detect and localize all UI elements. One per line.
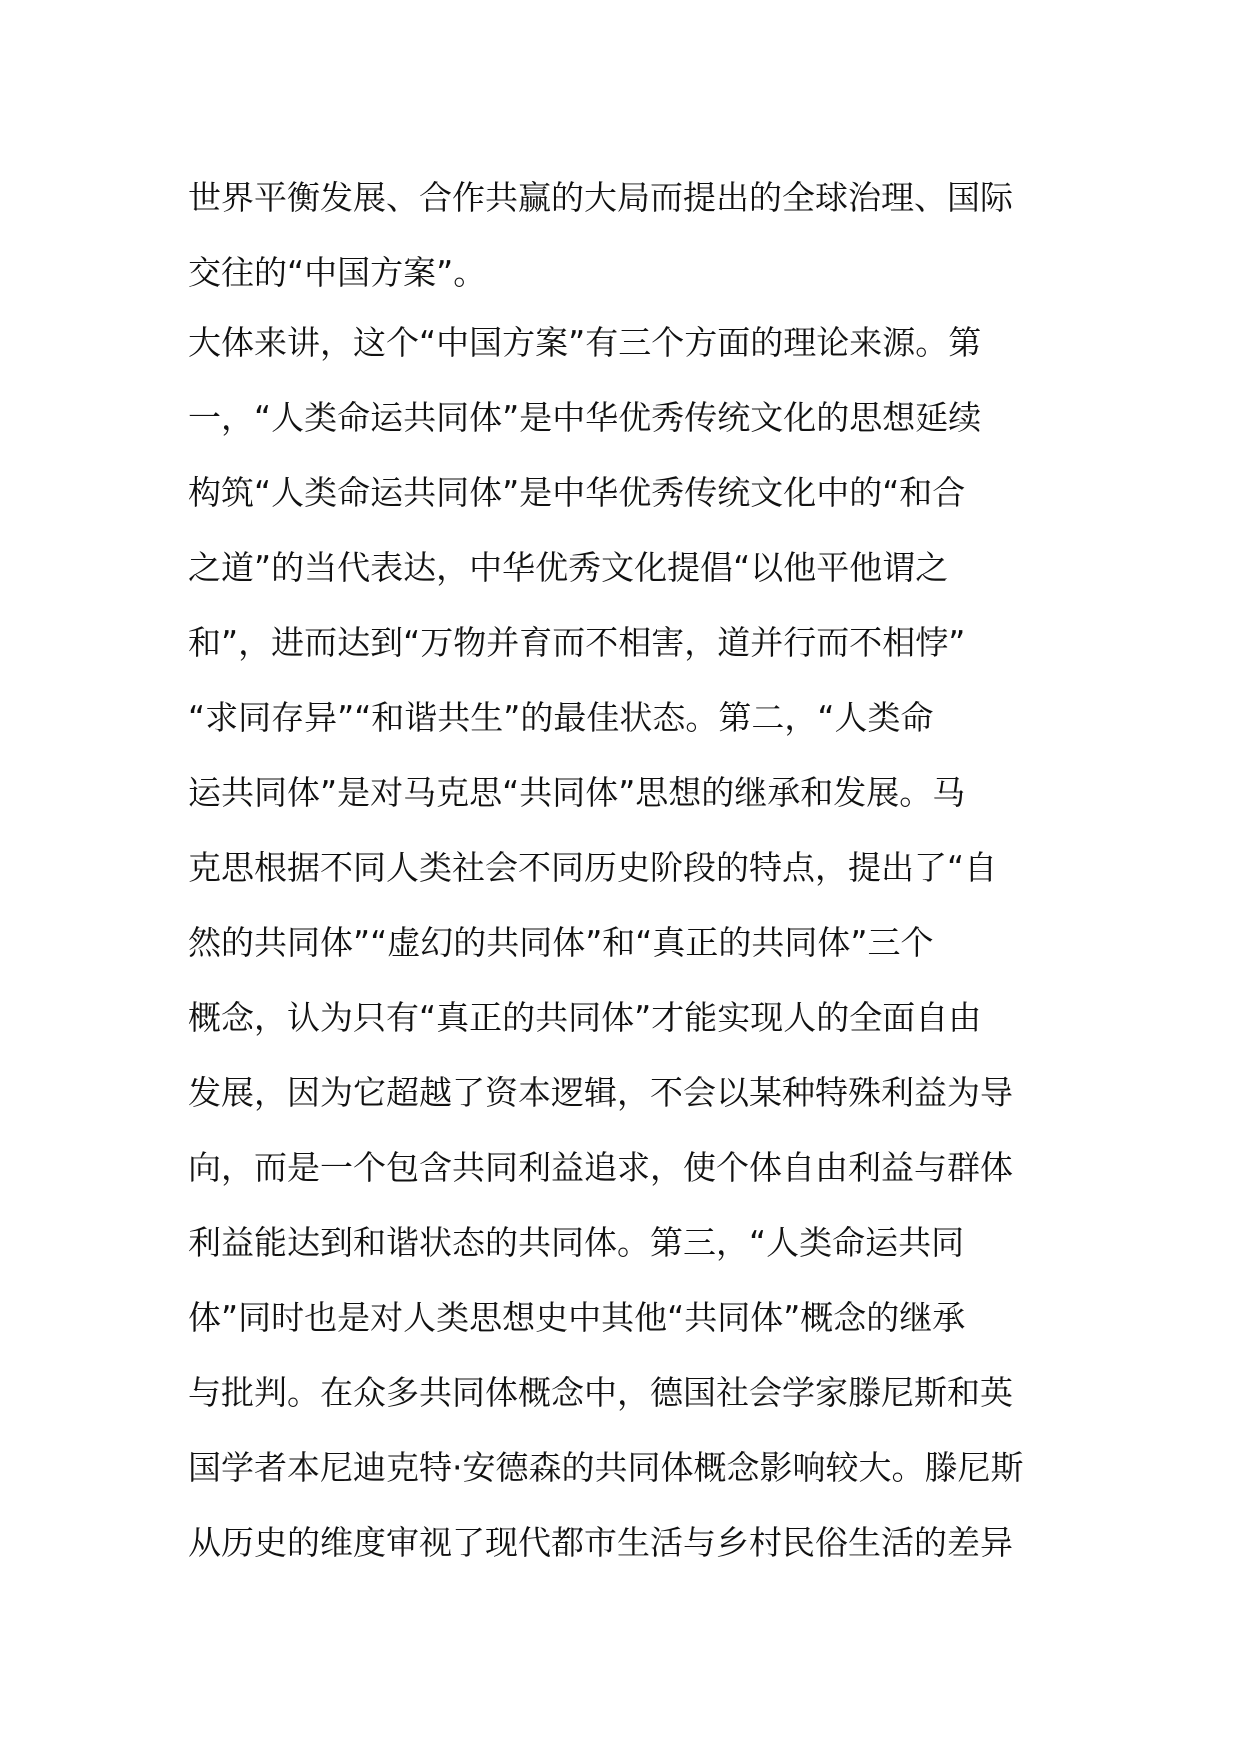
text-line: 克思根据不同人类社会不同历史阶段的特点，提出了“自 [188,848,998,887]
text-line: 世界平衡发展、合作共赢的大局而提出的全球治理、国际 [188,178,1013,217]
text-line: “求同存异”“和谐共生”的最佳状态。第二，“人类命 [188,698,934,737]
text-line: 概念，认为只有“真正的共同体”才能实现人的全面自由 [188,998,982,1037]
text-line: 和”，进而达到“万物并育而不相害，道并行而不相悖” [188,623,966,662]
text-line: 然的共同体”“虚幻的共同体”和“真正的共同体”三个 [188,923,934,962]
text-line: 之道”的当代表达，中华优秀文化提倡“以他平他谓之 [188,548,949,587]
text-line: 一，“人类命运共同体”是中华优秀传统文化的思想延续 [188,398,982,437]
text-line: 国学者本尼迪克特·安德森的共同体概念影响较大。滕尼斯 [188,1448,1024,1487]
text-line: 向，而是一个包含共同利益追求，使个体自由利益与群体 [188,1148,1013,1187]
paragraph-main [188,305,1068,1580]
text-line: 利益能达到和谐状态的共同体。第三，“人类命运共同 [188,1223,965,1262]
text-line: 交往的“中国方案”。 [188,253,487,292]
text-line: 从历史的维度审视了现代都市生活与乡村民俗生活的差异 [188,1523,1013,1562]
text-line: 与批判。在众多共同体概念中，德国社会学家滕尼斯和英 [188,1373,1013,1412]
text-line: 发展，因为它超越了资本逻辑，不会以某种特殊利益为导 [188,1073,1013,1112]
paragraph-intro [188,160,1068,310]
text-line: 大体来讲，这个“中国方案”有三个方面的理论来源。第 [188,323,982,362]
text-line: 构筑“人类命运共同体”是中华优秀传统文化中的“和合 [188,473,966,512]
text-line: 体”同时也是对人类思想史中其他“共同体”概念的继承 [188,1298,966,1337]
text-line: 运共同体”是对马克思“共同体”思想的继承和发展。马 [188,773,966,812]
